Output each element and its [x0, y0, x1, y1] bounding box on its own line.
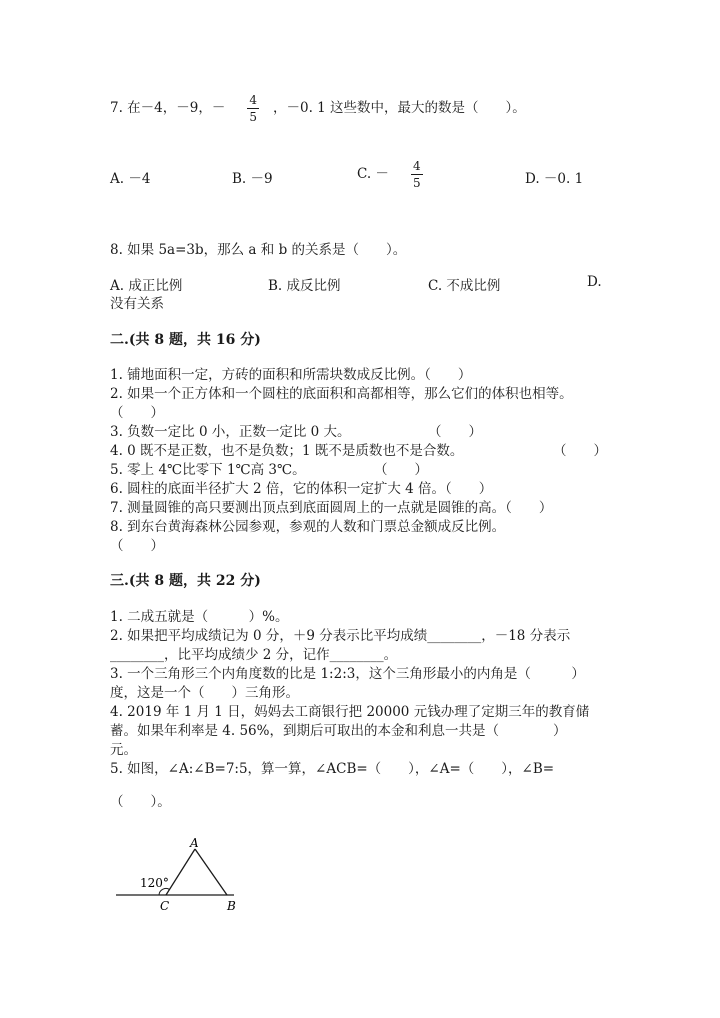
angle-label: 120° [140, 876, 169, 890]
s2-item-8: 8. 到东台黄海森林公园参观，参观的人数和门票总金额成反比例。 [110, 519, 506, 535]
side-ab [195, 849, 227, 895]
s2-item-3-blank: （ ） [428, 424, 482, 440]
triangle-figure [110, 835, 250, 915]
q7-frac-den: 5 [249, 110, 257, 124]
label-c: C [160, 899, 170, 913]
q7-option-c-den: 5 [412, 176, 421, 190]
q7-fraction [247, 94, 259, 123]
s3-item-5-cont: （ ）。 [110, 794, 171, 810]
s3-item-1: 1. 二成五就是（ ）%。 [110, 609, 289, 625]
q8-option-a: A. 成正比例 [110, 278, 183, 294]
q8-option-b: B. 成反比例 [268, 278, 341, 294]
q8-option-d: D. [587, 274, 602, 290]
section2-title: 二.(共 8 题，共 16 分) [110, 332, 261, 348]
s2-item-2: 2. 如果一个正方体和一个圆柱的底面积和高都相等，那么它们的体积也相等。 [110, 386, 573, 402]
q7-stem [110, 94, 526, 123]
s2-item-6: 6. 圆柱的底面半径扩大 2 倍，它的体积一定扩大 4 倍。（ ） [110, 481, 493, 497]
q7-option-b: B. －9 [232, 171, 273, 187]
q8-stem: 8. 如果 5a=3b，那么 a 和 b 的关系是（ ）。 [110, 242, 407, 258]
q7-option-c-fraction [411, 160, 423, 189]
s3-item-3: 3. 一个三角形三个内角度数的比是 1:2:3，这个三角形最小的内角是（ ） [110, 666, 585, 682]
q7-suffix: ，－0. 1 这些数中，最大的数是（ ）。 [273, 100, 526, 116]
q8-option-d-text: 没有关系 [110, 296, 164, 312]
q7-frac-num: 4 [249, 93, 257, 107]
s2-item-8-blank: （ ） [110, 538, 164, 554]
q7-option-c-prefix: C. － [357, 166, 389, 182]
s2-item-3: 3. 负数一定比 0 小，正数一定比 0 大。 [110, 424, 351, 440]
q7-option-d: D. －0. 1 [525, 171, 584, 187]
section3-title: 三.(共 8 题，共 22 分) [110, 573, 261, 589]
s2-item-1: 1. 铺地面积一定，方砖的面积和所需块数成反比例。（ ） [110, 367, 472, 383]
s3-item-3-cont: 度，这是一个（ ）三角形。 [110, 685, 299, 701]
q7-option-a: A. －4 [110, 171, 151, 187]
s3-item-4-cont: 蓄。如果年利率是 4. 56%，到期后可取出的本金和利息一共是（ ） [110, 723, 567, 739]
label-a: A [190, 836, 199, 850]
q8-option-c: C. 不成比例 [428, 278, 501, 294]
q7-option-c-num: 4 [412, 159, 421, 173]
s2-item-4-blank: （ ） [553, 443, 607, 459]
s2-item-7: 7. 测量圆锥的高只要测出顶点到底面圆周上的一点就是圆锥的高。（ ） [110, 500, 553, 516]
s3-item-5: 5. 如图，∠A:∠B=7:5，算一算，∠ACB=（ ），∠A=（ ），∠B= [110, 761, 555, 777]
s2-item-5-blank: （ ） [374, 462, 428, 478]
s3-item-2: 2. 如果把平均成绩记为 0 分，＋9 分表示比平均成绩________，－18 分表示 [110, 628, 571, 644]
s3-item-4-end: 元。 [110, 742, 137, 758]
s3-item-4: 4. 2019 年 1 月 1 日，妈妈去工商银行把 20000 元钱办理了定期三年的教育储 [110, 704, 590, 720]
q7-prefix: 7. 在－4，－9，－ [110, 100, 226, 116]
label-b: B [227, 899, 236, 913]
q7-option-c [357, 160, 425, 189]
s2-item-2-blank: （ ） [110, 405, 164, 421]
s2-item-5: 5. 零上 4℃比零下 1℃高 3℃。 [110, 462, 306, 478]
s3-item-2-cont: ________，比平均成绩少 2 分，记作________。 [110, 647, 398, 663]
s2-item-4: 4. 0 既不是正数，也不是负数；1 既不是质数也不是合数。 [110, 443, 464, 459]
side-ca [166, 849, 195, 895]
